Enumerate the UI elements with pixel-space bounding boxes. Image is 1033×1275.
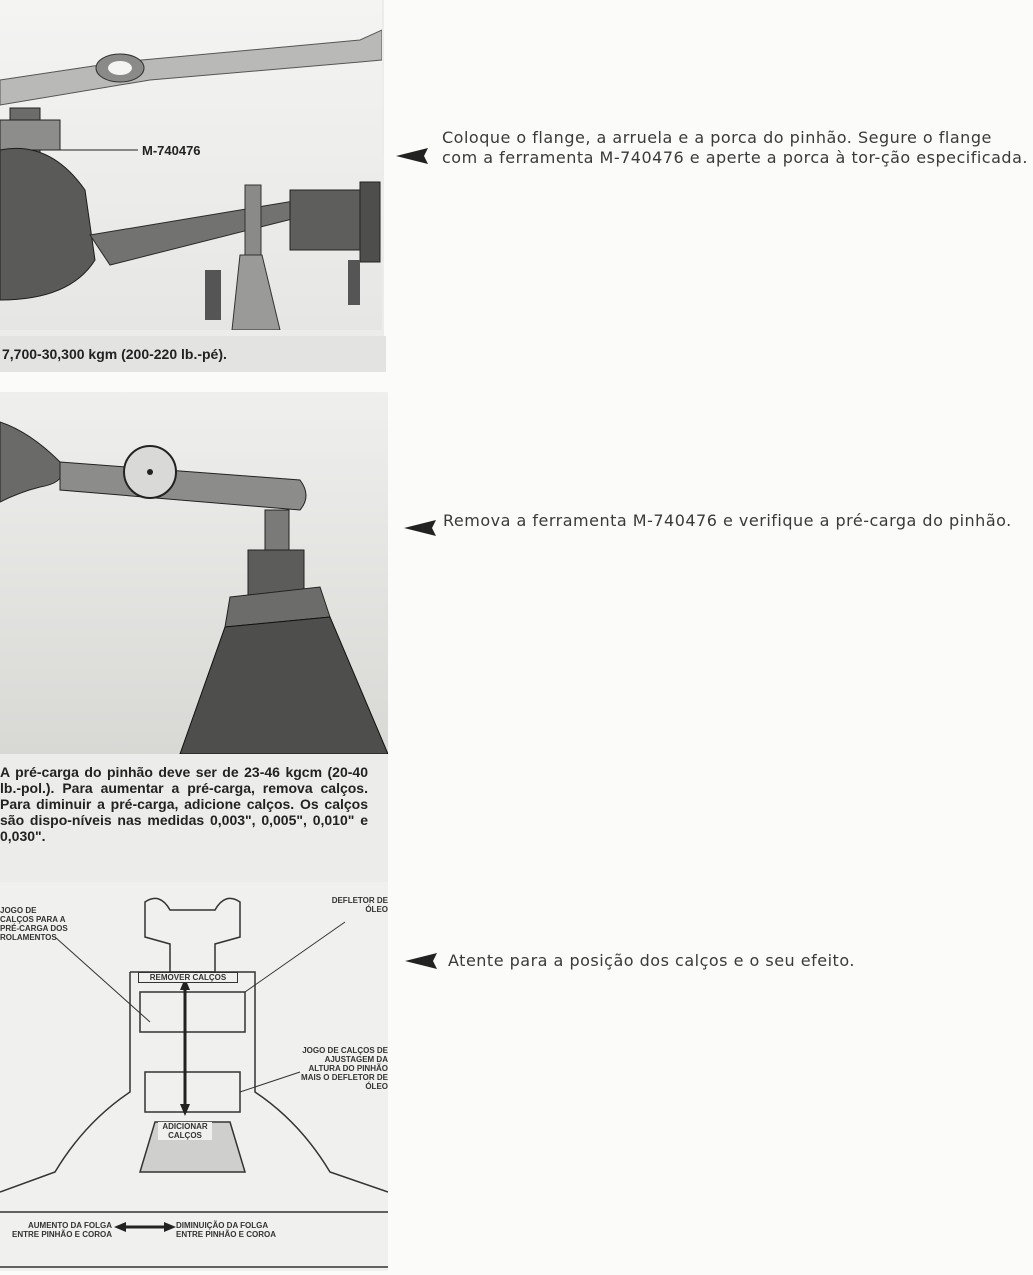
pointer-arrow-icon <box>404 519 438 537</box>
photo-preload-gauge <box>0 392 388 754</box>
preload-illustration <box>0 392 388 754</box>
label-pinion-height-shims: JOGO DE CALÇOS DE AJUSTAGEM DA ALTURA DO PINHÃO MAIS O DEFLETOR DE ÓLEO <box>301 1046 388 1091</box>
pointer-arrow-icon <box>405 952 439 970</box>
label-remove-shims: REMOVER CALÇOS <box>138 972 238 983</box>
instruction-install-flange: Coloque o flange, a arruela e a porca do pinhão. Segure o flange com a ferramenta M-740476 e aperte a porca à tor-ção especificada. <box>442 128 1028 167</box>
figure-torque-flange <box>0 0 384 372</box>
instruction-shim-position: Atente para a posição dos calços e o seu efeito. <box>448 951 855 970</box>
caption-preload-spec: A pré-carga do pinhão deve ser de 23-46 kgcm (20-40 lb.-pol.). Para aumentar a pré-carga, remova calços. Para diminuir a pré-carga, adicione calços. Os calços são dispo-níveis nas medidas 0,003", 0,005", 0,010" e 0,030". <box>0 764 368 844</box>
instruction-check-preload: Remova a ferramenta M-740476 e verifique a pré-carga do pinhão. <box>443 511 1012 530</box>
label-oil-deflector: DEFLETOR DE ÓLEO <box>331 896 388 914</box>
label-add-shims: ADICIONAR CALÇOS <box>158 1122 212 1140</box>
axle-illustration <box>0 0 382 330</box>
figure-shim-diagram <box>0 882 388 1271</box>
photo-axle-flange-tool <box>0 0 382 330</box>
label-decrease-backlash: DIMINUIÇÃO DA FOLGA ENTRE PINHÃO E COROA <box>176 1221 277 1239</box>
label-increase-backlash: AUMENTO DA FOLGA ENTRE PINHÃO E COROA <box>11 1221 112 1239</box>
tool-label-m740476: M-740476 <box>142 143 201 158</box>
caption-torque-spec: 7,700-30,300 kgm (200-220 lb.-pé). <box>0 336 386 372</box>
figure-pinion-preload <box>0 392 388 882</box>
label-preload-shims: JOGO DE CALÇOS PARA A PRÉ-CARGA DOS ROLAMENTOS <box>0 906 68 942</box>
pointer-arrow-icon <box>396 147 430 165</box>
